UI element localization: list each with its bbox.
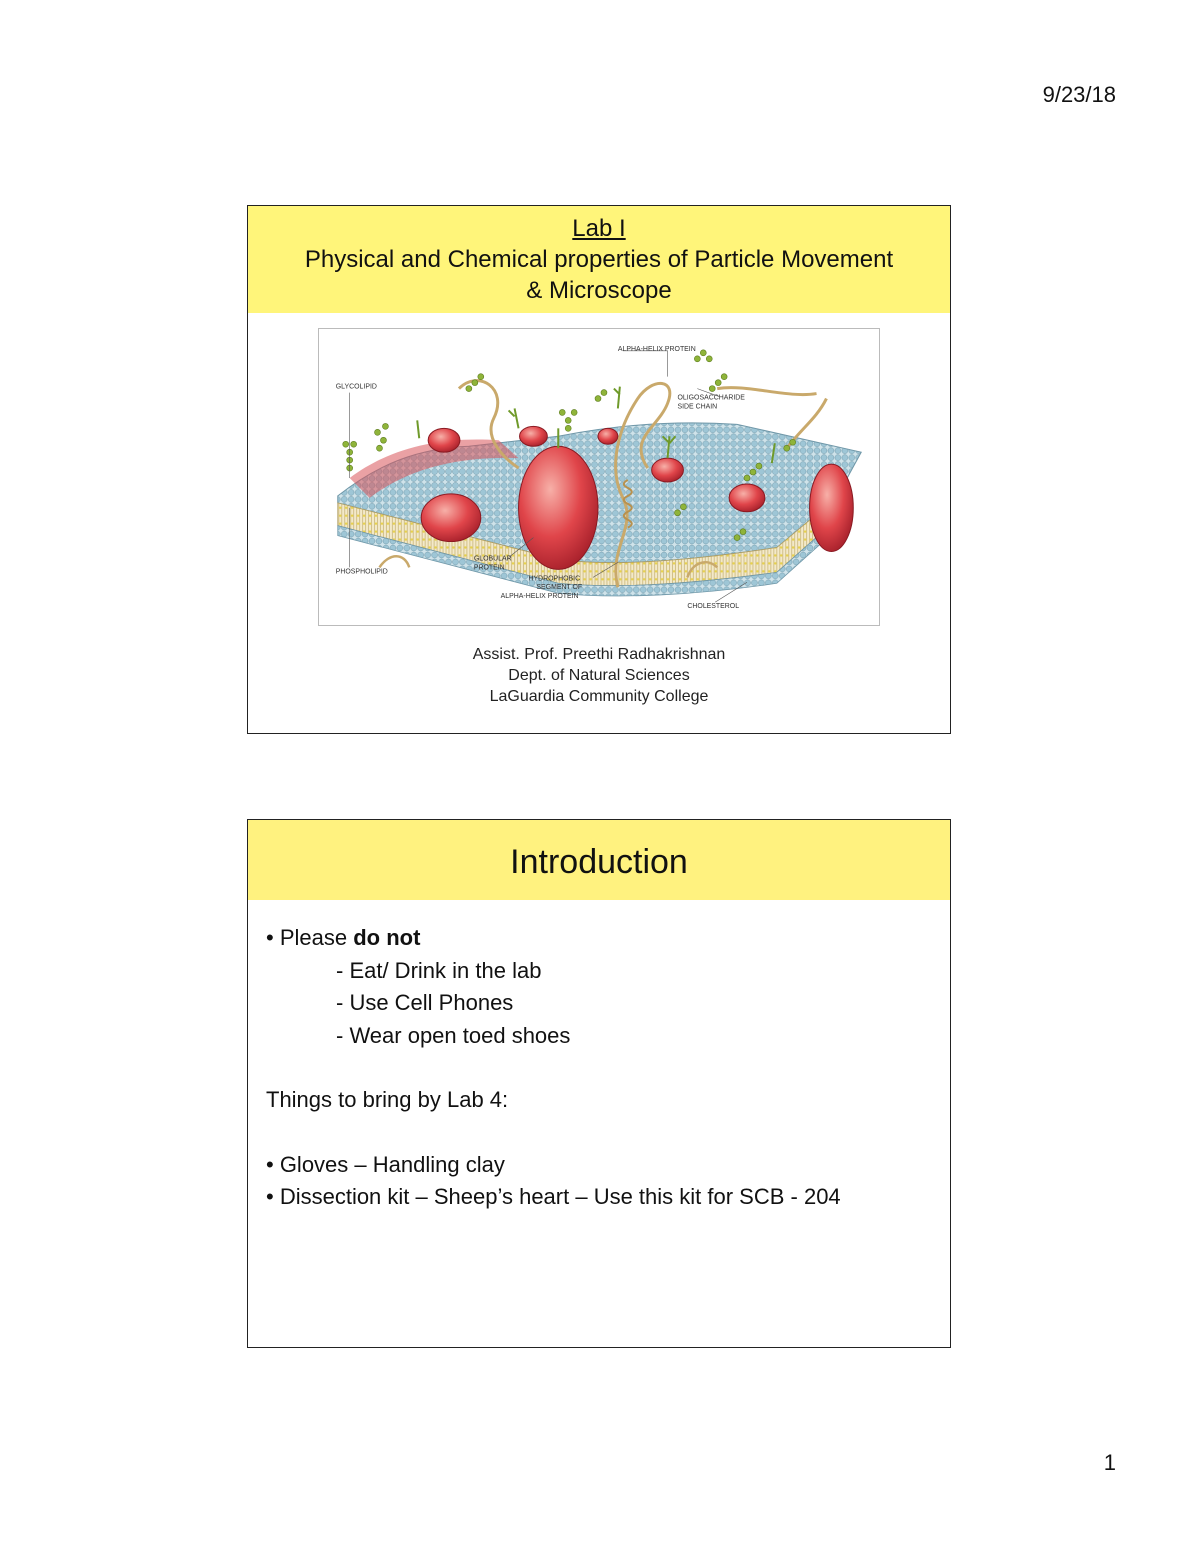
intro-banner xyxy=(248,820,950,900)
slide-introduction xyxy=(247,819,951,1348)
bullet-please-prefix: • Please xyxy=(266,925,354,950)
rule-open-toed-shoes: - Wear open toed shoes xyxy=(336,1022,571,1048)
lab-subtitle-line1: Physical and Chemical properties of Particle Movement xyxy=(304,246,894,273)
label-globular-1: GLOBULAR xyxy=(473,555,512,563)
label-hydrophobic-3: ALPHA-HELIX PROTEIN xyxy=(500,593,579,601)
author-block xyxy=(248,644,950,707)
rule-eat-drink: - Eat/ Drink in the lab xyxy=(336,957,542,983)
slide-title xyxy=(247,205,951,734)
label-alpha-helix: ALPHA-HELIX PROTEIN xyxy=(617,345,696,353)
label-globular-2: PROTEIN xyxy=(473,564,505,572)
label-oligosaccharide-1: OLIGOSACCHARIDE xyxy=(677,394,745,402)
intro-title: Introduction xyxy=(510,843,688,881)
cell-membrane-figure xyxy=(318,328,880,626)
bullet-dissection-kit: • Dissection kit – Sheep’s heart – Use this kit for SCB - 204 xyxy=(266,1184,841,1209)
cell-membrane-illustration xyxy=(319,329,879,625)
label-hydrophobic-1: HYDROPHOBIC xyxy=(528,575,581,583)
label-cholesterol: CHOLESTEROL xyxy=(687,603,740,611)
author-college: LaGuardia Community College xyxy=(489,688,709,705)
lab-subtitle-line2: & Microscope xyxy=(526,277,672,304)
label-phospholipid: PHOSPHOLIPID xyxy=(335,568,388,576)
label-glycolipid: GLYCOLIPID xyxy=(335,383,377,391)
label-hydrophobic-2: SEGMENT OF xyxy=(536,584,583,592)
author-name: Assist. Prof. Preethi Radhakrishnan xyxy=(472,646,726,663)
things-to-bring-heading: Things to bring by Lab 4: xyxy=(266,1087,509,1112)
page-date: 9/23/18 xyxy=(1042,82,1116,107)
lab-title: Lab I xyxy=(572,215,626,242)
intro-content xyxy=(266,922,932,1214)
slide-title-banner xyxy=(248,206,950,313)
bullet-do-not: do not xyxy=(353,925,421,950)
author-department: Dept. of Natural Sciences xyxy=(508,667,690,684)
bullet-gloves: • Gloves – Handling clay xyxy=(266,1151,505,1177)
rule-cell-phones: - Use Cell Phones xyxy=(336,990,514,1015)
label-oligosaccharide-2: SIDE CHAIN xyxy=(677,403,718,411)
page-number: 1 xyxy=(1103,1450,1116,1475)
bullet-please-do-not xyxy=(266,922,932,955)
